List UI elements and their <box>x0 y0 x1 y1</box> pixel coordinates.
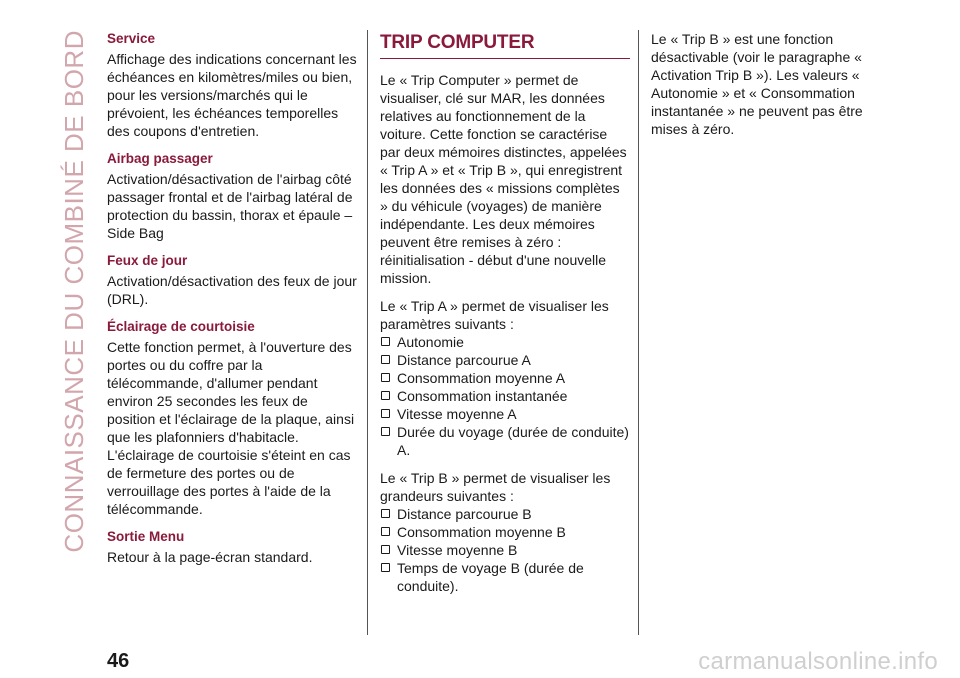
section-heading-airbag: Airbag passager <box>107 151 213 166</box>
chapter-side-title <box>54 30 94 553</box>
list-item: Vitesse moyenne A <box>380 405 630 423</box>
page-number: 46 <box>107 650 130 672</box>
trip-computer-intro: Le « Trip Computer » permet de visualiser, clé sur MAR, les données relatives au fonctionnement de la voiture. Cette fonction se caractérise par deux mémoires distinctes, appelées « Trip A » et « Trip B », qui enregistrent les données des « missions complètes » du véhicule (voyages) de manière indépendante. Les deux mémoires peuvent être remises à zéro : réinitialisation - début d'une nouvelle mission. <box>380 72 627 286</box>
list-item: Distance parcourue A <box>380 351 630 369</box>
checkbox-bullet-icon <box>381 355 390 364</box>
list-item: Durée du voyage (durée de conduite) A. <box>380 423 630 459</box>
trip-b-intro: Le « Trip B » permet de visualiser les grandeurs suivantes : <box>380 470 611 504</box>
list-item: Autonomie <box>380 333 630 351</box>
column-divider <box>367 30 368 635</box>
list-item: Temps de voyage B (durée de conduite). <box>380 559 630 595</box>
section-text-service: Affichage des indications concernant les échéances en kilomètres/miles ou bien, pour les versions/marchés qui le prévoient, les échéances temporelles des coupons d'entretien. <box>107 51 357 139</box>
checkbox-bullet-icon <box>381 409 390 418</box>
section-heading-sortie: Sortie Menu <box>107 529 185 544</box>
checkbox-bullet-icon <box>381 527 390 536</box>
list-item: Distance parcourue B <box>380 505 630 523</box>
trip-a-list <box>380 333 630 459</box>
list-item: Consommation instantanée <box>380 387 630 405</box>
section-text-feux: Activation/désactivation des feux de jour (DRL). <box>107 273 357 307</box>
section-text-eclairage: Cette fonction permet, à l'ouverture des portes ou du coffre par la télécommande, d'allumer pendant environ 25 secondes les feux de position et l'éclairage de la plaque, ainsi que les plafonniers d'habitacle. L'éclairage de courtoisie s'éteint en cas de fermeture des portes ou de verrouillage des portes à l'aide de la télécommande. <box>107 339 355 517</box>
section-heading-feux: Feux de jour <box>107 253 188 268</box>
watermark-text: carmanualsonline.info <box>698 648 938 675</box>
trip-b-note: Le « Trip B » est une fonction désactivable (voir le paragraphe « Activation Trip B »). Les valeurs « Autonomie » et « Consommation instantanée » ne peuvent pas être mises à zéro. <box>651 31 863 137</box>
section-text-airbag: Activation/désactivation de l'airbag côté passager frontal et de l'airbag latéral de protection du bassin, thorax et épaule – Side Bag <box>107 171 353 241</box>
chapter-title-text: CONNAISSANCE DU COMBINÉ DE BORD <box>58 30 89 553</box>
column-left <box>107 30 357 576</box>
trip-b-list <box>380 505 630 595</box>
list-item: Consommation moyenne A <box>380 369 630 387</box>
checkbox-bullet-icon <box>381 509 390 518</box>
column-right <box>651 30 891 148</box>
list-item: Consommation moyenne B <box>380 523 630 541</box>
checkbox-bullet-icon <box>381 373 390 382</box>
column-middle <box>380 30 630 605</box>
checkbox-bullet-icon <box>381 337 390 346</box>
section-title-trip-computer: TRIP COMPUTER <box>380 32 630 59</box>
section-heading-eclairage: Éclairage de courtoisie <box>107 319 255 334</box>
section-text-sortie: Retour à la page-écran standard. <box>107 549 313 565</box>
checkbox-bullet-icon <box>381 391 390 400</box>
list-item: Vitesse moyenne B <box>380 541 630 559</box>
checkbox-bullet-icon <box>381 427 390 436</box>
column-divider <box>638 30 639 635</box>
checkbox-bullet-icon <box>381 545 390 554</box>
checkbox-bullet-icon <box>381 563 390 572</box>
trip-a-intro: Le « Trip A » permet de visualiser les paramètres suivants : <box>380 298 609 332</box>
section-heading-service: Service <box>107 31 156 46</box>
